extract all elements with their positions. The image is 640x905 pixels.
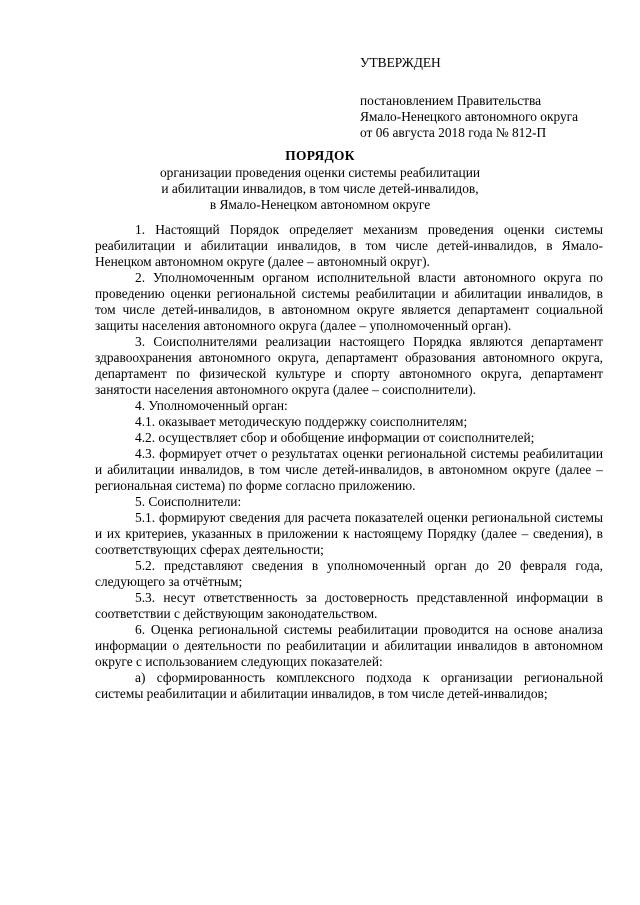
- paragraph-3: 3. Соисполнителями реализации настоящего Порядка являются департамент здравоохранения автономного округа, департамент образования автономного округа, департамент по физической культуре и спорту автономного округа, департамент занятости населения автономного округа (далее – соисполнители).: [95, 334, 603, 397]
- title-subline: в Ямало-Ненецком автономном округе: [209, 197, 431, 212]
- paragraph-4-1: 4.1. оказывает методическую поддержку соисполнителям;: [135, 414, 468, 429]
- approval-line: постановлением Правительства: [360, 93, 542, 108]
- paragraph-6: 6. Оценка региональной системы реабилитации проводится на основе анализа информации о деятельности по реабилитации и абилитации инвалидов в автономном округе с использованием следующих показателей:: [95, 622, 603, 669]
- paragraph-5-2: 5.2. представляют сведения в уполномоченный орган до 20 февраля года, следующего за отчётным;: [95, 558, 603, 589]
- paragraph-4: 4. Уполномоченный орган:: [135, 398, 288, 413]
- approval-block: [360, 55, 630, 141]
- approval-line: от 06 августа 2018 года № 812-П: [360, 125, 547, 140]
- paragraph-6-a: а) сформированность комплексного подхода к организации региональной системы реабилитации и абилитации инвалидов, в том числе детей-инвалидов;: [95, 670, 603, 701]
- approval-line: Ямало-Ненецкого автономного округа: [360, 109, 579, 124]
- title-subline: и абилитации инвалидов, в том числе детей-инвалидов,: [161, 181, 479, 196]
- document-title: ПОРЯДОК: [285, 148, 355, 163]
- paragraph-4-2: 4.2. осуществляет сбор и обобщение информации от соисполнителей;: [135, 430, 535, 445]
- title-subline: организации проведения оценки системы реабилитации: [159, 165, 481, 180]
- paragraph-5: 5. Соисполнители:: [135, 494, 242, 509]
- approval-heading: УТВЕРЖДЕН: [360, 55, 441, 70]
- paragraph-5-3: 5.3. несут ответственность за достоверность представленной информации в соответствии с действующим законодательством.: [95, 590, 603, 621]
- paragraph-2: 2. Уполномоченным органом исполнительной власти автономного округа по проведению оценки региональной системы реабилитации и абилитации инвалидов, в том числе детей-инвалидов, в автономном округе является департамент социальной защиты населения автономного округа (далее – уполномоченный орган).: [95, 270, 603, 333]
- paragraph-5-1: 5.1. формируют сведения для расчета показателей оценки региональной системы и их критериев, указанных в приложении к настоящему Порядку (далее – сведения), в соответствующих сферах деятельности;: [95, 510, 603, 557]
- paragraph-4-3: 4.3. формирует отчет о результатах оценки региональной системы реабилитации и абилитации инвалидов, в том числе детей-инвалидов, в автономном округе (далее – региональная система) по форме согласно приложению.: [95, 446, 603, 493]
- document-title-block: [95, 148, 545, 213]
- document-body: [95, 222, 603, 702]
- paragraph-1: 1. Настоящий Порядок определяет механизм проведения оценки системы реабилитации и абилитации инвалидов, в том числе детей-инвалидов, в Ямало-Ненецком автономном округе (далее – автономный округ).: [95, 222, 603, 269]
